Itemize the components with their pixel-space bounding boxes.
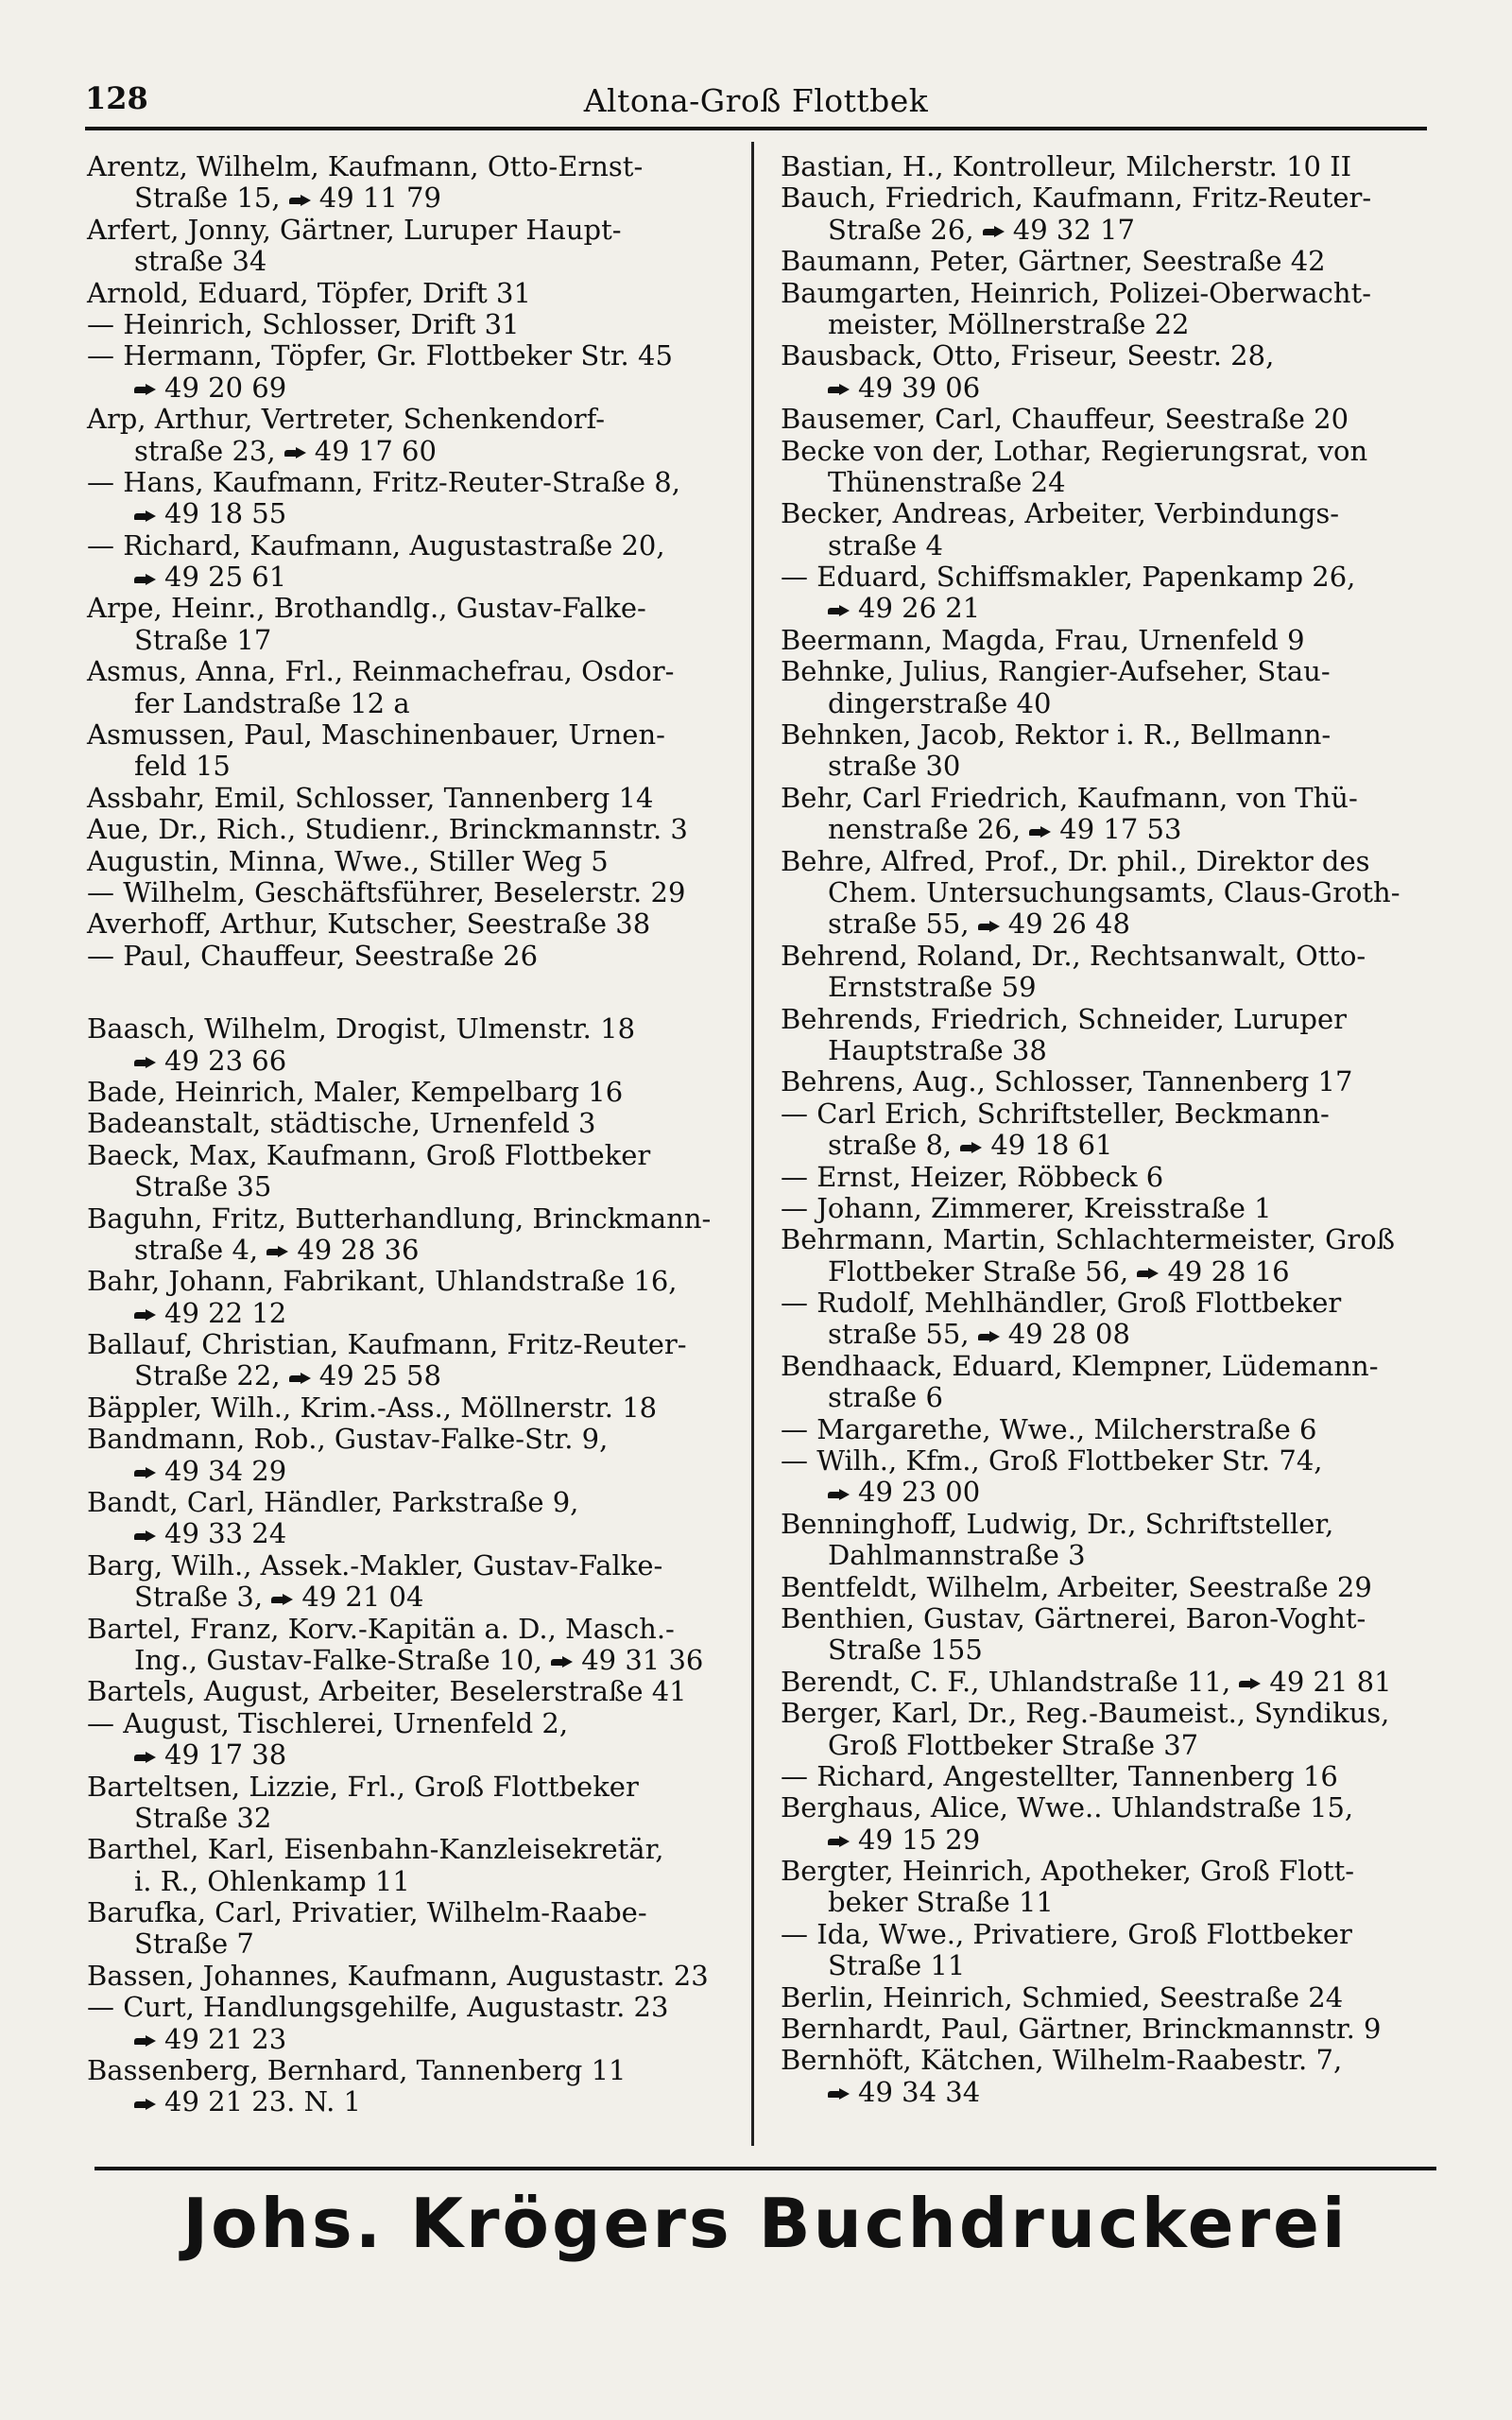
directory-line <box>781 1224 1442 1255</box>
telephone-icon <box>266 1245 289 1257</box>
directory-line <box>781 972 1442 1003</box>
entry-text: Straße 11 <box>828 1949 966 1982</box>
directory-line <box>781 1382 1442 1413</box>
entry-text: Arnold, Eduard, Töpfer, Drift 31 <box>87 276 531 309</box>
footer-rule <box>94 2167 1436 2170</box>
entry-text: Thünenstraße 24 <box>828 465 1066 498</box>
entry-text: Augustin, Minna, Wwe., Stiller Weg 5 <box>87 844 609 877</box>
phone-number: 49 28 16 <box>1167 1254 1290 1288</box>
directory-line <box>781 1414 1442 1445</box>
entry-text: fer Landstraße 12 a <box>134 686 410 719</box>
entry-text: Straße 32 <box>134 1801 272 1834</box>
entry-text: Bäppler, Wilh., Krim.-Ass., Möllnerstr. 18 <box>87 1391 658 1424</box>
directory-line <box>781 1603 1442 1634</box>
directory-line <box>87 688 748 719</box>
telephone-icon <box>978 1330 1001 1342</box>
directory-line <box>781 1698 1442 1729</box>
directory-line <box>87 1834 748 1865</box>
entry-text: Barteltsen, Lizzie, Frl., Groß Flottbeker <box>87 1770 639 1803</box>
entry-text: Groß Flottbeker Straße 37 <box>828 1728 1199 1761</box>
directory-line <box>87 814 748 845</box>
phone-number: 49 22 12 <box>164 1296 287 1329</box>
telephone-icon <box>978 920 1001 932</box>
phone-number: 49 23 66 <box>164 1044 287 1077</box>
phone-number: 49 33 24 <box>164 1517 287 1550</box>
telephone-icon <box>134 573 157 585</box>
directory-line <box>87 719 748 751</box>
entry-text: Badeanstalt, städtische, Urnenfeld 3 <box>87 1107 596 1140</box>
entry-text: Bahr, Johann, Fabrikant, Uhlandstraße 16, <box>87 1265 678 1298</box>
entry-text: dingerstraße 40 <box>828 686 1052 719</box>
directory-line <box>87 1329 748 1360</box>
entry-text: straße 6 <box>828 1381 943 1414</box>
directory-line <box>781 562 1442 593</box>
entry-text: Arpe, Heinr., Brothandlg., Gustav-Falke- <box>87 592 646 625</box>
entry-text: straße 23, <box>134 434 276 467</box>
entry-text: Asmus, Anna, Frl., Reinmachefrau, Osdor- <box>87 655 675 688</box>
entry-text: — Heinrich, Schlosser, Drift 31 <box>87 307 520 340</box>
entry-text: Behr, Carl Friedrich, Kaufmann, von Thü- <box>781 781 1358 814</box>
entry-text: — August, Tischlerei, Urnenfeld 2, <box>87 1706 569 1739</box>
entry-text: straße 8, <box>828 1129 953 1162</box>
entry-text: Straße 26, <box>828 213 974 246</box>
directory-line <box>781 1288 1442 1319</box>
entry-text: Behnke, Julius, Rangier-Aufseher, Stau- <box>781 655 1331 688</box>
entry-text: Barufka, Carl, Privatier, Wilhelm-Raabe- <box>87 1896 647 1929</box>
phone-number: 49 26 21 <box>858 592 981 625</box>
directory-line <box>781 1098 1442 1130</box>
entry-text: Assbahr, Emil, Schlosser, Tannenberg 14 <box>87 781 654 814</box>
directory-line <box>87 1803 748 1834</box>
entry-text: Arentz, Wilhelm, Kaufmann, Otto-Ernst- <box>87 150 644 182</box>
directory-line <box>87 309 748 340</box>
entry-text: straße 55, <box>828 908 970 941</box>
entry-text: Beermann, Magda, Frau, Urnenfeld 9 <box>781 623 1305 656</box>
directory-line <box>781 404 1442 435</box>
telephone-icon <box>551 1655 574 1668</box>
entry-text: — Rudolf, Mehlhändler, Groß Flottbeker <box>781 1287 1342 1320</box>
directory-line <box>781 1162 1442 1193</box>
directory-line <box>781 1730 1442 1761</box>
directory-line <box>87 1456 748 1487</box>
directory-line <box>87 151 748 182</box>
directory-line <box>87 1046 748 1077</box>
directory-line <box>781 1572 1442 1603</box>
entry-text: straße 30 <box>828 750 961 783</box>
telephone-icon <box>1239 1677 1262 1689</box>
entry-text: Baeck, Max, Kaufmann, Groß Flottbeker <box>87 1138 651 1171</box>
phone-number: 49 26 48 <box>1007 908 1130 941</box>
phone-number: 49 28 36 <box>297 1233 420 1266</box>
telephone-icon <box>828 1488 850 1500</box>
directory-line <box>781 1035 1442 1066</box>
phone-number: 49 20 69 <box>164 371 287 404</box>
directory-line <box>87 1961 748 1992</box>
entry-text: Baumann, Peter, Gärtner, Seestraße 42 <box>781 245 1326 278</box>
telephone-icon <box>828 604 850 616</box>
phone-number: 49 25 58 <box>318 1359 441 1392</box>
directory-line <box>781 1540 1442 1571</box>
directory-line <box>87 1866 748 1897</box>
directory-line <box>87 908 748 940</box>
directory-line <box>781 340 1442 372</box>
directory-line <box>87 498 748 529</box>
directory-line <box>781 1982 1442 2014</box>
entry-text: — Margarethe, Wwe., Milcherstraße 6 <box>781 1412 1317 1445</box>
entry-text: Bandt, Carl, Händler, Parkstraße 9, <box>87 1486 579 1519</box>
telephone-icon <box>134 510 157 522</box>
directory-line <box>781 1477 1442 1508</box>
telephone-icon <box>134 1308 157 1321</box>
entry-text: Averhoff, Arthur, Kutscher, Seestraße 38 <box>87 908 651 941</box>
directory-line <box>87 215 748 246</box>
directory-line <box>87 1676 748 1707</box>
directory-line <box>87 1392 748 1424</box>
phone-number: 49 18 55 <box>164 497 287 530</box>
directory-line <box>87 846 748 877</box>
entry-text: Bernhardt, Paul, Gärtner, Brinckmannstr. 9 <box>781 2013 1382 2046</box>
telephone-icon <box>134 1751 157 1763</box>
directory-line <box>87 656 748 687</box>
directory-line <box>87 1739 748 1771</box>
entry-text: Barg, Wilh., Assek.-Makler, Gustav-Falke- <box>87 1548 663 1582</box>
phone-number: 49 15 29 <box>858 1823 981 1856</box>
directory-line <box>87 1171 748 1202</box>
directory-line <box>781 941 1442 972</box>
directory-line <box>781 1761 1442 1792</box>
directory-line <box>87 1424 748 1455</box>
section-spacer <box>87 972 748 1013</box>
directory-line <box>87 1518 748 1549</box>
directory-line <box>87 751 748 782</box>
directory-line <box>781 1066 1442 1098</box>
entry-text: Berendt, C. F., Uhlandstraße 11, <box>781 1665 1231 1698</box>
entry-text: Bassen, Johannes, Kaufmann, Augustastr. 23 <box>87 1959 709 1992</box>
entry-text: — Carl Erich, Schriftsteller, Beckmann- <box>781 1097 1330 1130</box>
entry-text: Straße 155 <box>828 1634 983 1667</box>
directory-line <box>781 1950 1442 1981</box>
entry-text: Straße 17 <box>134 623 272 656</box>
directory-line <box>87 246 748 277</box>
telephone-icon <box>983 225 1005 237</box>
directory-line <box>87 1077 748 1108</box>
telephone-icon <box>134 383 157 395</box>
directory-line <box>87 1360 748 1392</box>
directory-line <box>87 436 748 467</box>
entry-text: — Richard, Kaufmann, Augustastraße 20, <box>87 528 665 562</box>
directory-line <box>87 1140 748 1171</box>
phone-number: 49 34 34 <box>858 2075 981 2108</box>
entry-text: Aue, Dr., Rich., Studienr., Brinckmannstr. 3 <box>87 813 688 846</box>
entry-text: — Eduard, Schiffsmakler, Papenkamp 26, <box>781 561 1356 594</box>
entry-text: Bausback, Otto, Friseur, Seestr. 28, <box>781 339 1275 372</box>
directory-line <box>87 340 748 372</box>
entry-text: — Hermann, Töpfer, Gr. Flottbeker Str. 45 <box>87 339 673 372</box>
directory-line <box>87 1614 748 1645</box>
entry-text: Barthel, Karl, Eisenbahn-Kanzleisekretär, <box>87 1833 664 1866</box>
directory-line <box>781 309 1442 340</box>
directory-line <box>87 783 748 814</box>
entry-text: — Richard, Angestellter, Tannenberg 16 <box>781 1759 1338 1792</box>
column-divider <box>751 142 754 2146</box>
entry-text: Becke von der, Lothar, Regierungsrat, von <box>781 434 1368 467</box>
entry-text: Bernhöft, Kätchen, Wilhelm-Raabestr. 7, <box>781 2044 1343 2077</box>
phone-number: 49 25 61 <box>164 561 287 594</box>
directory-line <box>781 1887 1442 1918</box>
entry-text: meister, Möllnerstraße 22 <box>828 307 1190 340</box>
directory-line <box>781 1509 1442 1540</box>
directory-line <box>87 1203 748 1235</box>
entry-text: Berger, Karl, Dr., Reg.-Baumeist., Syndikus, <box>781 1697 1390 1730</box>
directory-line <box>87 941 748 972</box>
directory-line <box>781 846 1442 877</box>
phone-number: 49 21 23. N. 1 <box>164 2085 361 2118</box>
directory-line <box>87 372 748 404</box>
entry-text: Chem. Untersuchungsamts, Claus-Groth- <box>828 875 1400 908</box>
phone-number: 49 21 23 <box>164 2022 287 2055</box>
directory-line <box>87 593 748 624</box>
entry-text: Behre, Alfred, Prof., Dr. phil., Direktor des <box>781 844 1370 877</box>
telephone-icon <box>134 1466 157 1478</box>
entry-text: Bandmann, Rob., Gustav-Falke-Str. 9, <box>87 1423 609 1456</box>
directory-line <box>87 1897 748 1928</box>
entry-text: straße 4, <box>134 1233 259 1266</box>
telephone-icon <box>289 1372 312 1384</box>
directory-line <box>87 530 748 562</box>
entry-text: Arfert, Jonny, Gärtner, Luruper Haupt- <box>87 213 622 246</box>
entry-text: Ballauf, Christian, Kaufmann, Fritz-Reuter- <box>87 1328 687 1361</box>
phone-number: 49 28 08 <box>1007 1318 1130 1351</box>
directory-line <box>87 1582 748 1613</box>
entry-text: Arp, Arthur, Vertreter, Schenkendorf- <box>87 403 606 436</box>
directory-line <box>87 404 748 435</box>
telephone-icon <box>828 1835 850 1847</box>
telephone-icon <box>1137 1267 1160 1279</box>
directory-line <box>87 182 748 214</box>
entry-text: Dahlmannstraße 3 <box>828 1539 1086 1572</box>
directory-line <box>87 1487 748 1518</box>
telephone-icon <box>1029 825 1052 838</box>
right-column <box>781 151 1442 2108</box>
telephone-icon <box>134 1530 157 1542</box>
telephone-icon <box>134 2098 157 2110</box>
entry-text: Berghaus, Alice, Wwe.. Uhlandstraße 15, <box>781 1791 1354 1824</box>
directory-line <box>781 498 1442 529</box>
phone-number: 49 23 00 <box>858 1476 981 1509</box>
directory-line <box>781 1824 1442 1856</box>
directory-line <box>781 246 1442 277</box>
entry-text: Bauch, Friedrich, Kaufmann, Fritz-Reuter- <box>781 182 1372 215</box>
entry-text: Straße 3, <box>134 1581 264 1614</box>
directory-line <box>781 2014 1442 2045</box>
directory-line <box>781 278 1442 309</box>
entry-text: — Hans, Kaufmann, Fritz-Reuter-Straße 8, <box>87 465 680 498</box>
entry-text: Benninghoff, Ludwig, Dr., Schriftsteller, <box>781 1507 1334 1540</box>
directory-line <box>87 1266 748 1297</box>
phone-number: 49 17 38 <box>164 1738 287 1772</box>
directory-line <box>781 783 1442 814</box>
phone-number: 49 11 79 <box>318 182 441 215</box>
directory-line <box>781 182 1442 214</box>
telephone-icon <box>828 2087 850 2100</box>
entry-text: Bassenberg, Bernhard, Tannenberg 11 <box>87 2054 627 2087</box>
entry-text: Bartels, August, Arbeiter, Beselerstraße 41 <box>87 1675 687 1708</box>
directory-line <box>87 2024 748 2055</box>
entry-text: — Curt, Handlungsgehilfe, Augustastr. 23 <box>87 1991 669 2024</box>
directory-line <box>781 2077 1442 2108</box>
entry-text: Straße 35 <box>134 1170 272 1203</box>
directory-line <box>781 751 1442 782</box>
page-number: 128 <box>85 80 148 116</box>
directory-line <box>781 908 1442 940</box>
phone-number: 49 17 60 <box>314 434 437 467</box>
directory-line <box>781 1634 1442 1666</box>
phone-number: 49 21 81 <box>1269 1665 1392 1698</box>
directory-line <box>781 1445 1442 1477</box>
directory-line <box>781 151 1442 182</box>
directory-line <box>781 656 1442 687</box>
directory-line <box>781 593 1442 624</box>
entry-text: Bergter, Heinrich, Apotheker, Groß Flott- <box>781 1855 1355 1888</box>
left-column <box>87 151 748 2118</box>
directory-line <box>781 719 1442 751</box>
directory-line <box>781 814 1442 845</box>
directory-line <box>781 1319 1442 1350</box>
entry-text: Berlin, Heinrich, Schmied, Seestraße 24 <box>781 1980 1344 2014</box>
entry-text: — Ida, Wwe., Privatiere, Groß Flottbeker <box>781 1917 1352 1950</box>
directory-line <box>781 1351 1442 1382</box>
entry-text: Bentfeldt, Wilhelm, Arbeiter, Seestraße 29 <box>781 1570 1372 1603</box>
entry-text: straße 34 <box>134 245 267 278</box>
entry-text: Ernststraße 59 <box>828 971 1037 1004</box>
entry-text: feld 15 <box>134 750 231 783</box>
entry-text: Hauptstraße 38 <box>828 1033 1047 1066</box>
directory-line <box>781 1667 1442 1698</box>
entry-text: i. R., Ohlenkamp 11 <box>134 1864 410 1897</box>
directory-line <box>87 562 748 593</box>
telephone-icon <box>284 446 307 458</box>
directory-line <box>87 1235 748 1266</box>
directory-line <box>87 1928 748 1960</box>
footer-advertisement: Johs. Krögers Buchdruckerei <box>182 2184 1349 2263</box>
entry-text: Straße 22, <box>134 1359 281 1392</box>
directory-line <box>87 1992 748 2023</box>
entry-text: — Ernst, Heizer, Röbbeck 6 <box>781 1160 1164 1193</box>
directory-line <box>87 1645 748 1676</box>
directory-line <box>781 215 1442 246</box>
entry-text: Ing., Gustav-Falke-Straße 10, <box>134 1643 542 1676</box>
phone-number: 49 32 17 <box>1012 213 1135 246</box>
header-rule <box>85 127 1427 130</box>
entry-text: Bastian, H., Kontrolleur, Milcherstr. 10 II <box>781 150 1352 182</box>
entry-text: beker Straße 11 <box>828 1886 1054 1919</box>
phone-number: 49 18 61 <box>990 1129 1113 1162</box>
directory-line <box>781 1792 1442 1824</box>
entry-text: Bausemer, Carl, Chauffeur, Seestraße 20 <box>781 403 1349 436</box>
directory-line <box>87 625 748 656</box>
entry-text: nenstraße 26, <box>828 813 1022 846</box>
entry-text: Bade, Heinrich, Maler, Kempelbarg 16 <box>87 1075 624 1108</box>
entry-text: — Wilhelm, Geschäftsführer, Beselerstr. 29 <box>87 875 686 908</box>
directory-line <box>781 688 1442 719</box>
entry-text: Behrmann, Martin, Schlachtermeister, Groß <box>781 1223 1396 1256</box>
entry-text: — Johann, Zimmerer, Kreisstraße 1 <box>781 1191 1272 1224</box>
phone-number: 49 21 04 <box>301 1581 424 1614</box>
directory-line <box>781 2045 1442 2076</box>
directory-line <box>781 1856 1442 1887</box>
directory-line <box>781 467 1442 498</box>
running-head: Altona-Groß Flottbek <box>583 82 929 119</box>
entry-text: Baasch, Wilhelm, Drogist, Ulmenstr. 18 <box>87 1012 636 1046</box>
entry-text: straße 55, <box>828 1318 970 1351</box>
entry-text: — Wilh., Kfm., Groß Flottbeker Str. 74, <box>781 1444 1323 1478</box>
entry-text: Behrens, Aug., Schlosser, Tannenberg 17 <box>781 1065 1353 1098</box>
entry-text: Flottbeker Straße 56, <box>828 1254 1129 1288</box>
phone-number: 49 17 53 <box>1059 813 1182 846</box>
phone-number: 49 39 06 <box>858 371 981 404</box>
directory-line <box>781 1193 1442 1224</box>
telephone-icon <box>828 383 850 395</box>
telephone-icon <box>271 1593 294 1605</box>
directory-line <box>87 1550 748 1582</box>
phone-number: 49 34 29 <box>164 1454 287 1487</box>
entry-text: Bartel, Franz, Korv.-Kapitän a. D., Masch.- <box>87 1612 675 1645</box>
directory-line <box>781 1919 1442 1950</box>
entry-text: Behrend, Roland, Dr., Rechtsanwalt, Otto- <box>781 939 1366 972</box>
directory-line <box>87 1298 748 1329</box>
directory-line <box>781 1130 1442 1161</box>
telephone-icon <box>134 1056 157 1068</box>
entry-text: Benthien, Gustav, Gärtnerei, Baron-Voght- <box>781 1601 1366 1634</box>
directory-line <box>87 877 748 908</box>
entry-text: Behnken, Jacob, Rektor i. R., Bellmann- <box>781 718 1332 752</box>
directory-line <box>87 2086 748 2118</box>
directory-line <box>781 530 1442 562</box>
telephone-icon <box>960 1141 983 1153</box>
entry-text: Bendhaack, Eduard, Klempner, Lüdemann- <box>781 1349 1379 1382</box>
entry-text: — Paul, Chauffeur, Seestraße 26 <box>87 939 539 972</box>
entry-text: Behrends, Friedrich, Schneider, Luruper <box>781 1002 1348 1035</box>
directory-line <box>87 1772 748 1803</box>
entry-text: Asmussen, Paul, Maschinenbauer, Urnen- <box>87 718 665 752</box>
directory-line <box>87 1108 748 1139</box>
entry-text: Becker, Andreas, Arbeiter, Verbindungs- <box>781 497 1340 530</box>
telephone-icon <box>134 2034 157 2047</box>
entry-text: Straße 7 <box>134 1927 254 1961</box>
entry-text: Baumgarten, Heinrich, Polizei-Oberwacht- <box>781 276 1372 309</box>
directory-line <box>781 625 1442 656</box>
directory-line <box>87 467 748 498</box>
directory-line <box>87 1708 748 1739</box>
telephone-icon <box>289 194 312 206</box>
directory-line <box>87 278 748 309</box>
directory-line <box>781 877 1442 908</box>
directory-line <box>781 372 1442 404</box>
directory-line <box>781 436 1442 467</box>
directory-line <box>87 1013 748 1045</box>
entry-text: Straße 15, <box>134 182 281 215</box>
phone-number: 49 31 36 <box>581 1643 704 1676</box>
entry-text: Baguhn, Fritz, Butterhandlung, Brinckmann- <box>87 1201 712 1235</box>
directory-line <box>781 1004 1442 1035</box>
directory-line <box>781 1256 1442 1288</box>
entry-text: straße 4 <box>828 528 943 562</box>
directory-line <box>87 2055 748 2086</box>
